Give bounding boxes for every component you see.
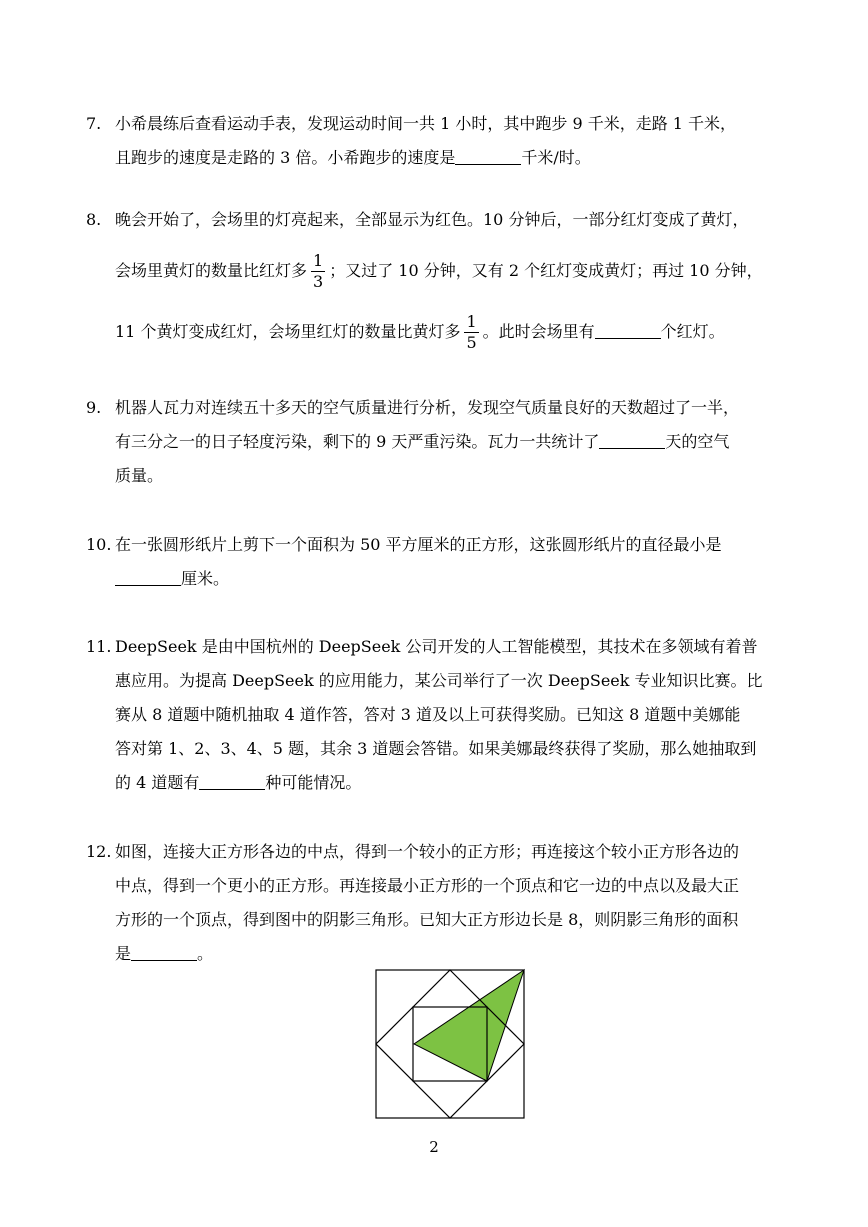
question-7-line-1: 小希晨练后查看运动手表，发现运动时间一共 1 小时，其中跑步 9 千米，走路 1 千米， bbox=[115, 114, 737, 133]
question-12-line-3: 方形的一个顶点，得到图中的阴影三角形。已知大正方形边长是 8，则阴影三角形的面积 bbox=[115, 910, 739, 929]
question-7-unit: 千米/时。 bbox=[521, 148, 591, 167]
question-10-number: 10. bbox=[86, 535, 112, 554]
question-11-line-5-pre: 的 4 道题有 bbox=[115, 773, 200, 792]
question-11-line-1: DeepSeek 是由中国杭州的 DeepSeek 公司开发的人工智能模型，其技术在多领域有着普 bbox=[115, 637, 758, 656]
answer-blank-9[interactable] bbox=[599, 432, 665, 449]
question-12-line-4-pre: 是 bbox=[115, 944, 132, 963]
question-8-line-1: 晚会开始了，会场里的灯亮起来，全部显示为红色。10 分钟后，一部分红灯变成了黄灯， bbox=[115, 210, 749, 229]
question-8-line-3 bbox=[115, 314, 725, 351]
question-11-number: 11. bbox=[86, 637, 112, 656]
question-11-line-5-post: 种可能情况。 bbox=[265, 773, 362, 792]
question-7-number: 7. bbox=[86, 114, 102, 133]
question-12-line-4 bbox=[115, 944, 213, 964]
question-7-line-2-text: 且跑步的速度是走路的 3 倍。小希跑步的速度是 bbox=[115, 148, 456, 167]
question-9-line-2-pre: 有三分之一的日子轻度污染，剩下的 9 天严重污染。瓦力一共统计了 bbox=[115, 432, 600, 451]
question-8-line-2 bbox=[115, 253, 763, 290]
question-10-line-2-post: 厘米。 bbox=[181, 569, 230, 588]
question-9-line-2-post: 天的空气 bbox=[665, 432, 730, 451]
question-8-number: 8. bbox=[86, 210, 102, 229]
question-8-line-3-mid: 。此时会场里有 bbox=[482, 322, 595, 341]
fraction-one-third bbox=[311, 253, 325, 290]
question-8-line-3-pre: 11 个黄灯变成红灯，会场里红灯的数量比黄灯多 bbox=[115, 322, 461, 341]
question-8-line-3-post: 个红灯。 bbox=[660, 322, 725, 341]
question-11-line-4: 答对第 1、2、3、4、5 题，其余 3 道题会答错。如果美娜最终获得了奖励，那么她抽取到 bbox=[115, 739, 757, 758]
fraction-one-fifth bbox=[464, 314, 478, 351]
shaded-triangle bbox=[414, 970, 524, 1081]
question-11-line-3: 赛从 8 道题中随机抽取 4 道作答，答对 3 道及以上可获得奖励。已知这 8 道题中美娜能 bbox=[115, 705, 741, 724]
answer-blank-8[interactable] bbox=[595, 322, 661, 339]
answer-blank-11[interactable] bbox=[199, 773, 265, 790]
question-9-number: 9. bbox=[86, 398, 102, 417]
question-12-line-2: 中点，得到一个更小的正方形。再连接最小正方形的一个顶点和它一边的中点以及最大正 bbox=[115, 876, 740, 895]
answer-blank-10[interactable] bbox=[115, 569, 181, 586]
fraction-denominator: 3 bbox=[313, 272, 324, 291]
question-12-number: 12. bbox=[86, 842, 112, 861]
fraction-numerator: 1 bbox=[466, 312, 477, 331]
question-9-line-2 bbox=[115, 432, 729, 452]
question-12-line-4-post: 。 bbox=[197, 944, 214, 963]
fraction-numerator: 1 bbox=[313, 251, 324, 270]
question-10-line-2 bbox=[115, 569, 229, 589]
question-11-line-5 bbox=[115, 773, 361, 793]
question-10-line-1: 在一张圆形纸片上剪下一个面积为 50 平方厘米的正方形，这张圆形纸片的直径最小是 bbox=[115, 535, 722, 554]
fraction-denominator: 5 bbox=[466, 333, 477, 352]
question-12-line-1: 如图，连接大正方形各边的中点，得到一个较小的正方形；再连接这个较小正方形各边的 bbox=[115, 842, 740, 861]
nested-squares-figure bbox=[374, 968, 526, 1120]
page-number: 2 bbox=[429, 1138, 439, 1156]
question-7-line-2 bbox=[115, 148, 591, 168]
question-9-line-1: 机器人瓦力对连续五十多天的空气质量进行分析，发现空气质量良好的天数超过了一半， bbox=[115, 398, 740, 417]
answer-blank-12[interactable] bbox=[131, 944, 197, 961]
question-9-line-3: 质量。 bbox=[115, 466, 164, 485]
question-8-line-2-post: ；又过了 10 分钟，又有 2 个红灯变成黄灯；再过 10 分钟， bbox=[329, 261, 763, 280]
answer-blank-7[interactable] bbox=[455, 148, 521, 165]
question-8-line-2-pre: 会场里黄灯的数量比红灯多 bbox=[115, 261, 308, 280]
question-11-line-2: 惠应用。为提高 DeepSeek 的应用能力，某公司举行了一次 DeepSeek 专业知识比赛。比 bbox=[115, 671, 763, 690]
